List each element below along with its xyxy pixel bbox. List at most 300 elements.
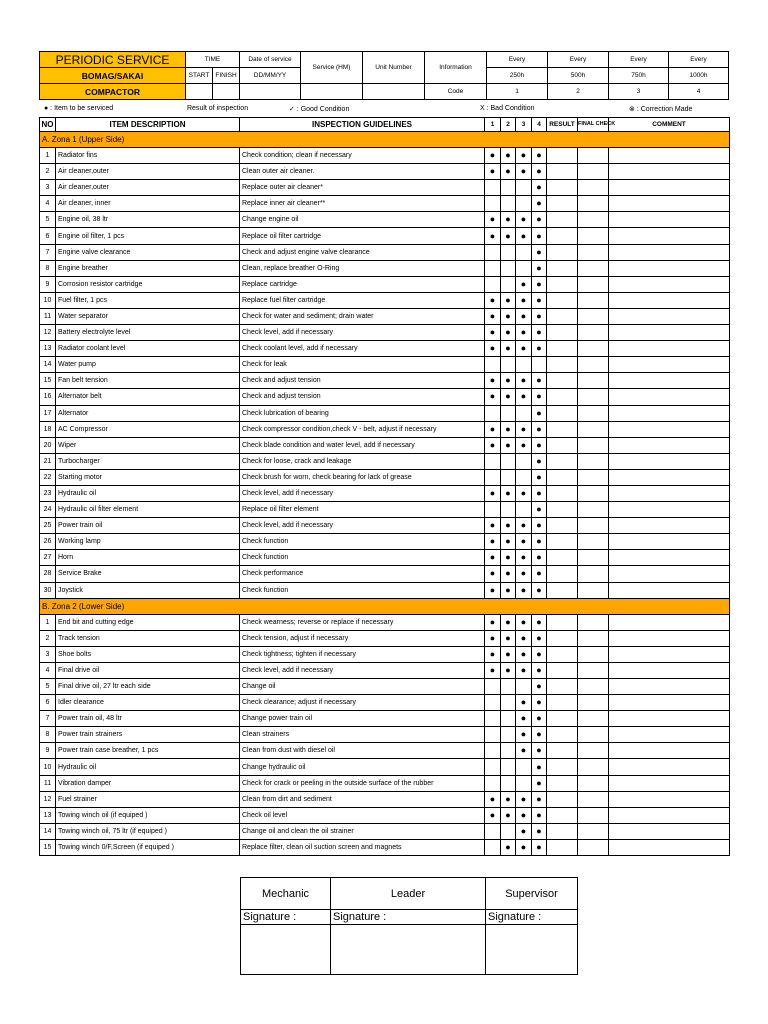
comment-field[interactable] xyxy=(609,823,730,839)
interval-4-mark xyxy=(532,646,547,662)
interval-2-mark xyxy=(501,276,516,292)
service-bullet-icon: ● xyxy=(520,423,527,434)
item-number: 8 xyxy=(40,727,56,743)
final-check-field[interactable] xyxy=(578,518,609,534)
start-time-field[interactable] xyxy=(186,84,213,100)
item-number: 3 xyxy=(40,646,56,662)
checklist-row xyxy=(40,791,730,807)
comment-field[interactable] xyxy=(609,727,730,743)
interval-every-4: Every xyxy=(669,52,729,68)
item-description: Air cleaner, inner xyxy=(56,196,240,212)
zone-title: A. Zona 1 (Upper Side) xyxy=(40,132,730,148)
interval-2-mark xyxy=(501,228,516,244)
service-bullet-icon: ● xyxy=(489,616,496,627)
comment-field[interactable] xyxy=(609,164,730,180)
final-check-field[interactable] xyxy=(578,566,609,582)
comment-field[interactable] xyxy=(609,292,730,308)
service-bullet-icon: ● xyxy=(536,439,542,450)
final-check-field[interactable] xyxy=(578,823,609,839)
checklist-row xyxy=(40,421,730,437)
result-field[interactable] xyxy=(547,550,578,566)
result-field[interactable] xyxy=(547,469,578,485)
item-number: 18 xyxy=(40,421,56,437)
item-description: Vibration damper xyxy=(56,775,240,791)
item-number: 3 xyxy=(40,180,56,196)
service-bullet-icon: ● xyxy=(505,343,511,354)
item-description: Final drive oil xyxy=(56,662,240,678)
interval-4-mark xyxy=(532,196,547,212)
final-check-field[interactable] xyxy=(578,807,609,823)
final-check-field[interactable] xyxy=(578,341,609,357)
final-check-field[interactable] xyxy=(578,325,609,341)
interval-3-mark xyxy=(516,389,532,405)
service-bullet-icon: ● xyxy=(505,166,511,177)
comment-field[interactable] xyxy=(609,759,730,775)
inspection-guideline: Replace fuel filter cartridge xyxy=(240,292,485,308)
inspection-guideline: Check coolant level, add if necessary xyxy=(240,341,485,357)
result-field[interactable] xyxy=(547,646,578,662)
result-field[interactable] xyxy=(547,566,578,582)
checklist-row xyxy=(40,389,730,405)
final-check-field[interactable] xyxy=(578,244,609,260)
final-check-field[interactable] xyxy=(578,662,609,678)
interval-2-mark xyxy=(501,502,516,518)
result-field[interactable] xyxy=(547,148,578,164)
interval-2-mark xyxy=(501,212,516,228)
interval-1-mark xyxy=(485,308,501,324)
mechanic-signature-label: Signature : xyxy=(241,910,331,925)
service-bullet-icon: ● xyxy=(489,375,496,386)
item-number: 12 xyxy=(40,325,56,341)
result-field[interactable] xyxy=(547,743,578,759)
date-field[interactable] xyxy=(240,84,301,100)
comment-field[interactable] xyxy=(609,325,730,341)
service-bullet-icon: ● xyxy=(520,375,527,386)
interval-4-mark xyxy=(532,260,547,276)
interval-2-mark xyxy=(501,437,516,453)
inspection-guideline: Clean outer air cleaner. xyxy=(240,164,485,180)
comment-field[interactable] xyxy=(609,148,730,164)
item-number: 2 xyxy=(40,164,56,180)
interval-1-mark xyxy=(485,775,501,791)
result-field[interactable] xyxy=(547,502,578,518)
mechanic-signature-field[interactable] xyxy=(241,925,331,975)
service-bullet-icon: ● xyxy=(505,214,511,225)
interval-2-mark xyxy=(501,373,516,389)
result-field[interactable] xyxy=(547,679,578,695)
comment-field[interactable] xyxy=(609,437,730,453)
result-field[interactable] xyxy=(547,405,578,421)
final-check-field[interactable] xyxy=(578,695,609,711)
interval-3-mark xyxy=(516,357,532,373)
leader-signature-field[interactable] xyxy=(331,925,486,975)
interval-2-mark xyxy=(501,180,516,196)
comment-field[interactable] xyxy=(609,469,730,485)
interval-4-mark xyxy=(532,405,547,421)
legend-good: ✓ : Good Condition xyxy=(289,106,350,113)
checklist-row xyxy=(40,437,730,453)
column-header-row xyxy=(40,118,730,132)
unit-number-field[interactable] xyxy=(363,84,425,100)
interval-3-mark xyxy=(516,212,532,228)
service-bullet-icon: ● xyxy=(520,568,527,579)
item-description: AC Compressor xyxy=(56,421,240,437)
result-field[interactable] xyxy=(547,662,578,678)
result-field[interactable] xyxy=(547,775,578,791)
final-check-field[interactable] xyxy=(578,373,609,389)
interval-2-mark xyxy=(501,292,516,308)
inspection-guideline: Check for loose, crack and leakage xyxy=(240,453,485,469)
result-field[interactable] xyxy=(547,711,578,727)
comment-field[interactable] xyxy=(609,775,730,791)
comment-field[interactable] xyxy=(609,276,730,292)
interval-4-mark xyxy=(532,711,547,727)
comment-field[interactable] xyxy=(609,244,730,260)
result-field[interactable] xyxy=(547,759,578,775)
final-check-field[interactable] xyxy=(578,389,609,405)
result-field[interactable] xyxy=(547,823,578,839)
service-bullet-icon: ● xyxy=(536,198,542,209)
final-check-field[interactable] xyxy=(578,421,609,437)
comment-field[interactable] xyxy=(609,582,730,598)
interval-4-mark xyxy=(532,727,547,743)
service-bullet-icon: ● xyxy=(520,552,527,563)
service-bullet-icon: ● xyxy=(536,697,542,708)
service-bullet-icon: ● xyxy=(520,230,527,241)
final-check-field[interactable] xyxy=(578,839,609,855)
final-check-field[interactable] xyxy=(578,180,609,196)
interval-code-1: 1 xyxy=(487,84,548,100)
result-field[interactable] xyxy=(547,534,578,550)
interval-3-mark xyxy=(516,839,532,855)
final-check-field[interactable] xyxy=(578,405,609,421)
item-description: Power train oil, 48 ltr xyxy=(56,711,240,727)
interval-4-mark xyxy=(532,164,547,180)
interval-4-mark xyxy=(532,308,547,324)
interval-1-mark xyxy=(485,518,501,534)
service-bullet-icon: ● xyxy=(536,536,542,547)
result-field[interactable] xyxy=(547,164,578,180)
final-check-field[interactable] xyxy=(578,646,609,662)
interval-2-mark xyxy=(501,839,516,855)
comment-field[interactable] xyxy=(609,180,730,196)
interval-2-mark xyxy=(501,405,516,421)
service-bullet-icon: ● xyxy=(520,697,527,708)
comment-field[interactable] xyxy=(609,630,730,646)
item-description: Power train oil xyxy=(56,518,240,534)
item-number: 27 xyxy=(40,550,56,566)
final-check-field[interactable] xyxy=(578,228,609,244)
final-check-field[interactable] xyxy=(578,485,609,501)
comment-field[interactable] xyxy=(609,839,730,855)
final-check-field[interactable] xyxy=(578,196,609,212)
checklist-row xyxy=(40,775,730,791)
comment-field[interactable] xyxy=(609,646,730,662)
final-check-field[interactable] xyxy=(578,292,609,308)
interval-3-mark xyxy=(516,502,532,518)
result-field[interactable] xyxy=(547,180,578,196)
comment-field[interactable] xyxy=(609,212,730,228)
interval-4-mark xyxy=(532,775,547,791)
result-field[interactable] xyxy=(547,630,578,646)
result-field[interactable] xyxy=(547,807,578,823)
interval-3-mark xyxy=(516,148,532,164)
comment-field[interactable] xyxy=(609,341,730,357)
service-bullet-icon: ● xyxy=(505,520,511,531)
final-check-field[interactable] xyxy=(578,582,609,598)
interval-3-mark xyxy=(516,743,532,759)
comment-field[interactable] xyxy=(609,308,730,324)
final-check-field[interactable] xyxy=(578,630,609,646)
service-bullet-icon: ● xyxy=(536,294,542,305)
checklist-row xyxy=(40,228,730,244)
service-bullet-icon: ● xyxy=(536,488,542,499)
interval-1-mark xyxy=(485,695,501,711)
item-description: Idler clearance xyxy=(56,695,240,711)
service-bullet-icon: ● xyxy=(536,423,542,434)
interval-every-2: Every xyxy=(548,52,609,68)
final-check-field[interactable] xyxy=(578,759,609,775)
result-field[interactable] xyxy=(547,614,578,630)
finish-time-field[interactable] xyxy=(213,84,240,100)
comment-field[interactable] xyxy=(609,389,730,405)
service-bullet-icon: ● xyxy=(489,391,496,402)
result-field[interactable] xyxy=(547,260,578,276)
legend-corrected: ⊗ : Correction Made xyxy=(629,106,693,113)
result-field[interactable] xyxy=(547,695,578,711)
final-check-field[interactable] xyxy=(578,453,609,469)
inspection-guideline: Check oil level xyxy=(240,807,485,823)
interval-3-mark xyxy=(516,695,532,711)
interval-code-2: 2 xyxy=(548,84,609,100)
time-label: TIME xyxy=(186,52,240,68)
result-field[interactable] xyxy=(547,839,578,855)
checklist-row xyxy=(40,534,730,550)
final-check-field[interactable] xyxy=(578,148,609,164)
item-number: 2 xyxy=(40,630,56,646)
service-bullet-icon: ● xyxy=(505,632,511,643)
item-description: Shoe bolts xyxy=(56,646,240,662)
comment-field[interactable] xyxy=(609,357,730,373)
checklist-row xyxy=(40,357,730,373)
service-bullet-icon: ● xyxy=(505,230,511,241)
interval-2-mark xyxy=(501,614,516,630)
final-check-field[interactable] xyxy=(578,308,609,324)
item-number: 7 xyxy=(40,711,56,727)
comment-field[interactable] xyxy=(609,196,730,212)
final-check-field[interactable] xyxy=(578,212,609,228)
final-check-field[interactable] xyxy=(578,357,609,373)
comment-field[interactable] xyxy=(609,791,730,807)
service-bullet-icon: ● xyxy=(536,616,542,627)
checklist-row xyxy=(40,711,730,727)
service-bullet-icon: ● xyxy=(489,230,496,241)
interval-2-mark xyxy=(501,485,516,501)
leader-label: Leader xyxy=(331,878,486,910)
result-field[interactable] xyxy=(547,276,578,292)
interval-1-mark xyxy=(485,389,501,405)
result-field[interactable] xyxy=(547,292,578,308)
supervisor-signature-field[interactable] xyxy=(486,925,578,975)
interval-4-mark xyxy=(532,180,547,196)
final-check-field[interactable] xyxy=(578,711,609,727)
comment-field[interactable] xyxy=(609,502,730,518)
service-bullet-icon: ● xyxy=(505,584,511,595)
service-bullet-icon: ● xyxy=(536,520,542,531)
comment-field[interactable] xyxy=(609,711,730,727)
final-check-field[interactable] xyxy=(578,502,609,518)
final-check-field[interactable] xyxy=(578,614,609,630)
result-field[interactable] xyxy=(547,325,578,341)
inspection-guideline: Check tension, adjust if necessary xyxy=(240,630,485,646)
interval-3-mark xyxy=(516,308,532,324)
item-number: 30 xyxy=(40,582,56,598)
comment-field[interactable] xyxy=(609,679,730,695)
inspection-guideline: Change oil xyxy=(240,679,485,695)
comment-field[interactable] xyxy=(609,405,730,421)
final-check-field[interactable] xyxy=(578,164,609,180)
legend-serviced: ● : Item to be serviced xyxy=(44,105,114,112)
result-field[interactable] xyxy=(547,453,578,469)
comment-field[interactable] xyxy=(609,550,730,566)
zone-title: B. Zona 2 (Lower Side) xyxy=(40,598,730,614)
final-check-field[interactable] xyxy=(578,550,609,566)
final-check-field[interactable] xyxy=(578,775,609,791)
item-number: 13 xyxy=(40,341,56,357)
result-field[interactable] xyxy=(547,727,578,743)
service-bullet-icon: ● xyxy=(536,777,542,788)
interval-1-mark xyxy=(485,421,501,437)
result-field[interactable] xyxy=(547,228,578,244)
interval-1-mark xyxy=(485,453,501,469)
interval-3-mark xyxy=(516,566,532,582)
service-bullet-icon: ● xyxy=(520,520,527,531)
final-check-field[interactable] xyxy=(578,727,609,743)
result-field[interactable] xyxy=(547,582,578,598)
final-check-field[interactable] xyxy=(578,534,609,550)
result-field[interactable] xyxy=(547,308,578,324)
item-number: 7 xyxy=(40,244,56,260)
interval-3-mark xyxy=(516,228,532,244)
result-field[interactable] xyxy=(547,244,578,260)
item-description: Joystick xyxy=(56,582,240,598)
comment-field[interactable] xyxy=(609,453,730,469)
service-bullet-icon: ● xyxy=(505,391,511,402)
comment-field[interactable] xyxy=(609,807,730,823)
result-field[interactable] xyxy=(547,421,578,437)
interval-1-mark xyxy=(485,534,501,550)
item-description: Battery electrolyte level xyxy=(56,325,240,341)
inspection-guideline: Check tightness; tighten if necessary xyxy=(240,646,485,662)
item-number: 10 xyxy=(40,759,56,775)
comment-field[interactable] xyxy=(609,695,730,711)
comment-field[interactable] xyxy=(609,743,730,759)
comment-field[interactable] xyxy=(609,260,730,276)
inspection-guideline: Check function xyxy=(240,534,485,550)
result-field[interactable] xyxy=(547,196,578,212)
comment-field[interactable] xyxy=(609,534,730,550)
interval-code-4: 4 xyxy=(669,84,729,100)
interval-2-mark xyxy=(501,325,516,341)
result-field[interactable] xyxy=(547,373,578,389)
service-bullet-icon: ● xyxy=(505,423,511,434)
interval-every-3: Every xyxy=(609,52,669,68)
interval-1-mark xyxy=(485,469,501,485)
comment-field[interactable] xyxy=(609,485,730,501)
interval-1-mark xyxy=(485,164,501,180)
interval-2-mark xyxy=(501,807,516,823)
col-item: ITEM DESCRIPTION xyxy=(56,118,240,132)
interval-3-mark xyxy=(516,405,532,421)
comment-field[interactable] xyxy=(609,421,730,437)
result-field[interactable] xyxy=(547,791,578,807)
final-check-field[interactable] xyxy=(578,791,609,807)
interval-2-mark xyxy=(501,775,516,791)
col-comment: COMMENT xyxy=(609,118,730,132)
service-bullet-icon: ● xyxy=(520,584,527,595)
inspection-guideline: Check level, add if necessary xyxy=(240,518,485,534)
checklist-row xyxy=(40,743,730,759)
interval-1-mark xyxy=(485,357,501,373)
comment-field[interactable] xyxy=(609,662,730,678)
service-bullet-icon: ● xyxy=(505,439,511,450)
inspection-guideline: Check for crack or peeling in the outside surface of the rubber xyxy=(240,775,485,791)
legend-result: Result of inspection xyxy=(187,105,249,112)
service-bullet-icon: ● xyxy=(505,568,511,579)
result-field[interactable] xyxy=(547,357,578,373)
comment-field[interactable] xyxy=(609,518,730,534)
interval-4-mark xyxy=(532,630,547,646)
result-field[interactable] xyxy=(547,518,578,534)
interval-hours-3: 750h xyxy=(609,68,669,84)
interval-3-mark xyxy=(516,276,532,292)
comment-field[interactable] xyxy=(609,228,730,244)
item-number: 5 xyxy=(40,212,56,228)
result-field[interactable] xyxy=(547,389,578,405)
checklist-row xyxy=(40,453,730,469)
comment-field[interactable] xyxy=(609,614,730,630)
service-bullet-icon: ● xyxy=(536,262,542,273)
result-field[interactable] xyxy=(547,485,578,501)
item-description: Radiator coolant level xyxy=(56,341,240,357)
service-bullet-icon: ● xyxy=(536,552,542,563)
date-label: Date of service xyxy=(240,52,301,68)
comment-field[interactable] xyxy=(609,373,730,389)
result-field[interactable] xyxy=(547,341,578,357)
interval-3-mark xyxy=(516,437,532,453)
final-check-field[interactable] xyxy=(578,437,609,453)
checklist-row xyxy=(40,260,730,276)
comment-field[interactable] xyxy=(609,566,730,582)
checklist-row xyxy=(40,485,730,501)
final-check-field[interactable] xyxy=(578,743,609,759)
service-hm-field[interactable] xyxy=(301,84,363,100)
zone-header-row xyxy=(40,132,730,148)
interval-4-mark xyxy=(532,679,547,695)
interval-4-mark xyxy=(532,325,547,341)
final-check-field[interactable] xyxy=(578,260,609,276)
result-field[interactable] xyxy=(547,212,578,228)
item-description: Service Brake xyxy=(56,566,240,582)
item-description: Corrosion resistor cartridge xyxy=(56,276,240,292)
service-bullet-icon: ● xyxy=(520,294,527,305)
interval-1-mark xyxy=(485,823,501,839)
final-check-field[interactable] xyxy=(578,469,609,485)
result-field[interactable] xyxy=(547,437,578,453)
final-check-field[interactable] xyxy=(578,276,609,292)
final-check-field[interactable] xyxy=(578,679,609,695)
service-bullet-icon: ● xyxy=(505,552,511,563)
